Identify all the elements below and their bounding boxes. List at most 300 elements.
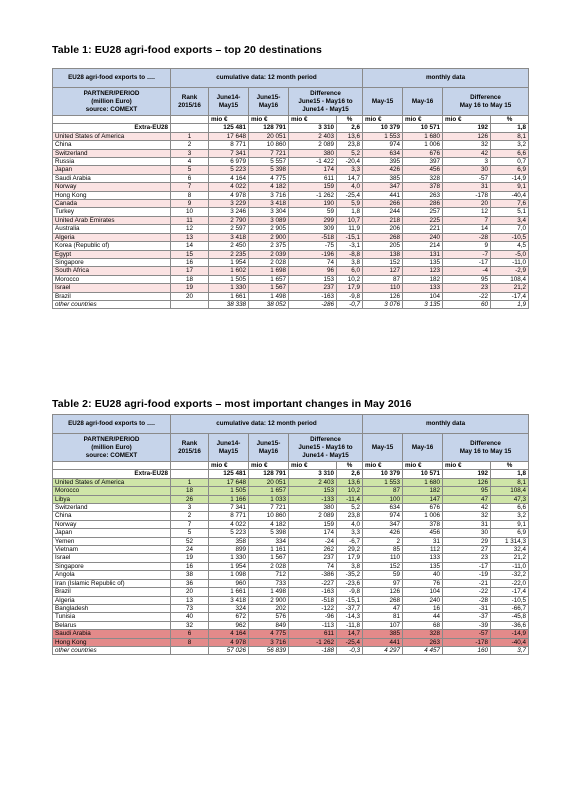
- country-value: 974: [363, 141, 403, 149]
- country-value: 2 028: [249, 258, 289, 266]
- country-value: 9: [443, 242, 491, 250]
- header-row-units: [53, 462, 529, 470]
- country-value: 6,6: [491, 149, 529, 157]
- country-name: Libya: [53, 495, 171, 503]
- country-value: 3 304: [249, 208, 289, 216]
- country-value: 4 978: [209, 191, 249, 199]
- country-value: 76: [403, 579, 443, 587]
- country-value: 1 330: [209, 284, 249, 292]
- country-value: 206: [363, 225, 403, 233]
- country-value: -11,8: [337, 621, 363, 629]
- country-rank: 20: [171, 292, 209, 300]
- country-value: 23,8: [337, 512, 363, 520]
- unit-label: %: [491, 462, 529, 470]
- country-value: 237: [289, 284, 337, 292]
- country-value: -8,8: [337, 250, 363, 258]
- country-value: 138: [363, 250, 403, 258]
- country-value: 262: [289, 546, 337, 554]
- country-value: 104: [403, 292, 443, 300]
- country-name: Saudi Arabia: [53, 630, 171, 638]
- country-value: 257: [403, 208, 443, 216]
- unit-label: mio €: [403, 462, 443, 470]
- country-value: -28: [443, 596, 491, 604]
- other-countries-value: 4 457: [403, 646, 443, 654]
- country-value: 4 164: [209, 174, 249, 182]
- total-value: 2,6: [337, 470, 363, 478]
- country-value: 2 089: [289, 141, 337, 149]
- country-value: 4 182: [249, 183, 289, 191]
- country-value: -122: [289, 604, 337, 612]
- country-value: -57: [443, 174, 491, 182]
- header-monthly-group: monthly data: [363, 415, 529, 434]
- country-value: 733: [249, 579, 289, 587]
- country-value: 1 498: [249, 588, 289, 596]
- country-value: 5,2: [337, 149, 363, 157]
- country-rank: 24: [171, 546, 209, 554]
- country-value: 3,8: [337, 562, 363, 570]
- country-value: 152: [363, 258, 403, 266]
- country-value: 59: [363, 571, 403, 579]
- country-value: 8,1: [491, 478, 529, 486]
- country-value: 7 341: [209, 149, 249, 157]
- country-value: 244: [363, 208, 403, 216]
- country-value: -23,6: [337, 579, 363, 587]
- country-value: 378: [403, 183, 443, 191]
- country-value: 5 223: [209, 166, 249, 174]
- country-value: 85: [363, 546, 403, 554]
- country-name: Brazil: [53, 588, 171, 596]
- header-row-columns: [53, 434, 529, 462]
- units-blank: [53, 462, 171, 470]
- header-cumulative-group: cumulative data: 12 month period: [171, 415, 363, 434]
- country-value: 634: [363, 149, 403, 157]
- country-value: 2 028: [249, 562, 289, 570]
- country-rank: 73: [171, 604, 209, 612]
- country-value: -518: [289, 233, 337, 241]
- country-value: -11,4: [337, 495, 363, 503]
- country-rank: 12: [171, 225, 209, 233]
- country-value: -57: [443, 630, 491, 638]
- country-value: 31: [443, 520, 491, 528]
- country-rank: 38: [171, 571, 209, 579]
- country-rank: 32: [171, 621, 209, 629]
- country-value: 10,2: [337, 487, 363, 495]
- country-value: -1 422: [289, 158, 337, 166]
- country-value: 147: [403, 495, 443, 503]
- total-value: 3 310: [289, 470, 337, 478]
- table-row: [53, 621, 529, 629]
- country-value: -22: [443, 292, 491, 300]
- country-value: 4,5: [491, 242, 529, 250]
- country-name: China: [53, 141, 171, 149]
- country-value: 123: [403, 267, 443, 275]
- unit-label: mio €: [249, 462, 289, 470]
- country-value: 3 246: [209, 208, 249, 216]
- country-value: 95: [443, 487, 491, 495]
- other-countries-rank: [171, 646, 209, 654]
- country-value: 6,0: [337, 267, 363, 275]
- country-value: -6,7: [337, 537, 363, 545]
- country-value: 8,1: [491, 132, 529, 140]
- country-name: Belarus: [53, 621, 171, 629]
- country-rank: 13: [171, 233, 209, 241]
- other-countries-value: 3,7: [491, 646, 529, 654]
- country-value: 4,0: [337, 520, 363, 528]
- country-value: 347: [363, 520, 403, 528]
- country-value: 611: [289, 630, 337, 638]
- table-row: [53, 208, 529, 216]
- table-row: [53, 604, 529, 612]
- table-row: [53, 495, 529, 503]
- country-value: -3,1: [337, 242, 363, 250]
- country-value: -518: [289, 596, 337, 604]
- country-value: -14,9: [491, 630, 529, 638]
- country-value: 174: [289, 529, 337, 537]
- country-value: 1 505: [209, 487, 249, 495]
- total-value: 125 481: [209, 470, 249, 478]
- country-value: 1 657: [249, 487, 289, 495]
- country-value: 263: [403, 191, 443, 199]
- country-value: 7 721: [249, 149, 289, 157]
- country-value: 40: [403, 571, 443, 579]
- country-rank: 52: [171, 537, 209, 545]
- table-row: [53, 588, 529, 596]
- header-may16: May-16: [403, 88, 443, 116]
- country-name: Bangladesh: [53, 604, 171, 612]
- country-value: 4 022: [209, 520, 249, 528]
- other-countries-value: 38 338: [209, 300, 249, 308]
- table-row: [53, 191, 529, 199]
- country-value: -1 262: [289, 191, 337, 199]
- country-value: 95: [443, 275, 491, 283]
- country-value: 299: [289, 216, 337, 224]
- country-value: -133: [289, 495, 337, 503]
- country-rank: 7: [171, 520, 209, 528]
- country-value: -4: [443, 267, 491, 275]
- other-countries-value: 56 839: [249, 646, 289, 654]
- country-value: 97: [363, 579, 403, 587]
- country-value: -113: [289, 621, 337, 629]
- other-countries-value: -0,7: [337, 300, 363, 308]
- country-value: 676: [403, 149, 443, 157]
- country-value: 385: [363, 630, 403, 638]
- country-rank: 16: [171, 562, 209, 570]
- country-value: 334: [249, 537, 289, 545]
- country-value: 87: [363, 275, 403, 283]
- country-value: 676: [403, 504, 443, 512]
- country-value: 2 039: [249, 250, 289, 258]
- country-value: 3,3: [337, 529, 363, 537]
- country-rank: 13: [171, 596, 209, 604]
- header-partner: PARTNER/PERIOD (million Euro) source: COMEXT: [53, 88, 171, 116]
- country-value: 8 771: [209, 512, 249, 520]
- total-value: 125 481: [209, 124, 249, 132]
- country-value: 2 089: [289, 512, 337, 520]
- country-value: 2 597: [209, 225, 249, 233]
- country-value: 974: [363, 512, 403, 520]
- country-rank: 19: [171, 554, 209, 562]
- country-value: 380: [289, 149, 337, 157]
- country-value: 237: [289, 554, 337, 562]
- country-value: 286: [403, 200, 443, 208]
- country-value: 7,0: [491, 225, 529, 233]
- other-countries-value: 60: [443, 300, 491, 308]
- table-row: [53, 233, 529, 241]
- other-countries-row: [53, 300, 529, 308]
- country-value: 7,6: [491, 200, 529, 208]
- country-value: 2 403: [289, 132, 337, 140]
- country-name: Morocco: [53, 275, 171, 283]
- country-name: Singapore: [53, 562, 171, 570]
- country-value: 44: [403, 613, 443, 621]
- table-row: [53, 554, 529, 562]
- country-rank: 7: [171, 183, 209, 191]
- country-value: 47,3: [491, 495, 529, 503]
- country-value: 441: [363, 638, 403, 646]
- total-value: 10 379: [363, 470, 403, 478]
- country-value: 5 557: [249, 158, 289, 166]
- table-row: [53, 630, 529, 638]
- country-value: -17: [443, 258, 491, 266]
- country-value: 3 418: [209, 233, 249, 241]
- other-countries-name: other countries: [53, 300, 171, 308]
- country-value: 42: [443, 504, 491, 512]
- country-value: -45,8: [491, 613, 529, 621]
- country-value: 1 006: [403, 512, 443, 520]
- country-value: 3,2: [491, 141, 529, 149]
- header-difference-cumulative: Difference June15 - May16 to June14 - May15: [289, 88, 363, 116]
- table-row: [53, 487, 529, 495]
- country-value: 2 450: [209, 242, 249, 250]
- country-value: 74: [289, 562, 337, 570]
- country-value: 2 790: [209, 216, 249, 224]
- country-name: Switzerland: [53, 504, 171, 512]
- country-value: 3,4: [491, 216, 529, 224]
- country-rank: 17: [171, 267, 209, 275]
- country-value: -17: [443, 562, 491, 570]
- country-value: 6,9: [491, 166, 529, 174]
- country-value: 1 505: [209, 275, 249, 283]
- country-value: 1 553: [363, 478, 403, 486]
- country-value: 1 006: [403, 141, 443, 149]
- country-name: United Arab Emirates: [53, 216, 171, 224]
- total-value: 192: [443, 124, 491, 132]
- country-value: -15,1: [337, 233, 363, 241]
- country-name: Vietnam: [53, 546, 171, 554]
- country-value: 456: [403, 166, 443, 174]
- country-value: -15,1: [337, 596, 363, 604]
- total-name: Extra-EU28: [53, 470, 171, 478]
- other-countries-value: 3 135: [403, 300, 443, 308]
- country-value: 1 567: [249, 284, 289, 292]
- country-name: Yemen: [53, 537, 171, 545]
- country-rank: 5: [171, 529, 209, 537]
- country-value: 59: [289, 208, 337, 216]
- country-rank: 1: [171, 132, 209, 140]
- country-value: 17 648: [209, 478, 249, 486]
- country-name: Japan: [53, 529, 171, 537]
- total-value: 10 571: [403, 470, 443, 478]
- header-rank: Rank 2015/16: [171, 88, 209, 116]
- country-value: -17,4: [491, 588, 529, 596]
- country-value: 1 166: [209, 495, 249, 503]
- country-value: 899: [209, 546, 249, 554]
- header-june15-may16: June15- May16: [249, 88, 289, 116]
- country-value: 23,8: [337, 141, 363, 149]
- country-rank: 18: [171, 487, 209, 495]
- country-value: 3,8: [337, 258, 363, 266]
- country-value: 347: [363, 183, 403, 191]
- country-value: 7 341: [209, 504, 249, 512]
- table-row: [53, 520, 529, 528]
- table-row: [53, 158, 529, 166]
- country-value: 2: [363, 537, 403, 545]
- country-value: 14,7: [337, 174, 363, 182]
- country-rank: 14: [171, 242, 209, 250]
- country-value: 3 418: [209, 596, 249, 604]
- unit-label: %: [491, 116, 529, 124]
- table-row: [53, 529, 529, 537]
- total-value: 128 791: [249, 470, 289, 478]
- country-name: Russia: [53, 158, 171, 166]
- table-row: [53, 546, 529, 554]
- unit-label: mio €: [363, 462, 403, 470]
- country-value: 576: [249, 613, 289, 621]
- country-value: 960: [209, 579, 249, 587]
- country-value: -36,6: [491, 621, 529, 629]
- country-value: 672: [209, 613, 249, 621]
- country-value: 110: [363, 284, 403, 292]
- country-value: -5,0: [491, 250, 529, 258]
- table-row: [53, 166, 529, 174]
- header-top-left: EU28 agri-food exports to ….: [53, 415, 171, 434]
- unit-label: mio €: [249, 116, 289, 124]
- country-value: 1 661: [209, 588, 249, 596]
- header-may15: May-15: [363, 88, 403, 116]
- country-value: 266: [363, 200, 403, 208]
- country-value: 159: [289, 520, 337, 528]
- country-value: 1 661: [209, 292, 249, 300]
- country-value: -28: [443, 233, 491, 241]
- country-value: 126: [363, 292, 403, 300]
- total-value: 10 379: [363, 124, 403, 132]
- total-rank: [171, 470, 209, 478]
- header-may16: May-16: [403, 434, 443, 462]
- country-value: -14,3: [337, 613, 363, 621]
- country-value: -22: [443, 588, 491, 596]
- header-difference-monthly: Difference May 16 to May 15: [443, 434, 529, 462]
- country-value: 634: [363, 504, 403, 512]
- country-value: 23: [443, 284, 491, 292]
- country-value: 126: [443, 132, 491, 140]
- country-value: 10,2: [337, 275, 363, 283]
- country-value: -9,8: [337, 588, 363, 596]
- country-value: 31: [443, 183, 491, 191]
- country-value: 426: [363, 529, 403, 537]
- other-countries-row: [53, 646, 529, 654]
- country-value: 456: [403, 529, 443, 537]
- country-value: 712: [249, 571, 289, 579]
- country-value: 12: [443, 208, 491, 216]
- country-value: 1,8: [337, 208, 363, 216]
- header-top-left: EU28 agri-food exports to ….: [53, 69, 171, 88]
- country-value: 263: [403, 638, 443, 646]
- table-row: [53, 141, 529, 149]
- country-value: 30: [443, 166, 491, 174]
- country-value: 214: [403, 242, 443, 250]
- country-value: -66,7: [491, 604, 529, 612]
- country-value: 1 954: [209, 258, 249, 266]
- country-value: 20: [443, 200, 491, 208]
- country-value: 17 648: [209, 132, 249, 140]
- country-value: 328: [403, 174, 443, 182]
- other-countries-value: 1,9: [491, 300, 529, 308]
- country-value: 397: [403, 158, 443, 166]
- country-value: -386: [289, 571, 337, 579]
- country-value: 225: [403, 216, 443, 224]
- country-name: Norway: [53, 183, 171, 191]
- header-partner: PARTNER/PERIOD (million Euro) source: COMEXT: [53, 434, 171, 462]
- country-rank: 3: [171, 504, 209, 512]
- country-rank: 10: [171, 208, 209, 216]
- country-value: 240: [403, 596, 443, 604]
- country-value: 1 602: [209, 267, 249, 275]
- country-value: 68: [403, 621, 443, 629]
- table-row: [53, 478, 529, 486]
- table-row: [53, 275, 529, 283]
- country-value: -1 262: [289, 638, 337, 646]
- country-name: South Africa: [53, 267, 171, 275]
- country-name: Hong Kong: [53, 638, 171, 646]
- country-value: 4 022: [209, 183, 249, 191]
- country-value: 2 235: [209, 250, 249, 258]
- country-value: 7: [443, 216, 491, 224]
- country-name: Hong Kong: [53, 191, 171, 199]
- country-value: 112: [403, 546, 443, 554]
- country-value: 1 033: [249, 495, 289, 503]
- country-name: United States of America: [53, 478, 171, 486]
- country-value: 126: [363, 588, 403, 596]
- country-value: 1 680: [403, 132, 443, 140]
- country-name: Morocco: [53, 487, 171, 495]
- country-value: 14,7: [337, 630, 363, 638]
- country-value: 309: [289, 225, 337, 233]
- table-row: [53, 579, 529, 587]
- total-value: 128 791: [249, 124, 289, 132]
- country-value: 4 164: [209, 630, 249, 638]
- country-value: -35,2: [337, 571, 363, 579]
- total-value: 2,6: [337, 124, 363, 132]
- table-row: [53, 571, 529, 579]
- country-rank: 6: [171, 630, 209, 638]
- country-value: 268: [363, 233, 403, 241]
- country-value: -40,4: [491, 191, 529, 199]
- country-value: -37: [443, 613, 491, 621]
- country-value: 190: [289, 200, 337, 208]
- country-name: Singapore: [53, 258, 171, 266]
- country-name: Algeria: [53, 596, 171, 604]
- country-value: 182: [403, 487, 443, 495]
- header-row-groups: [53, 69, 529, 88]
- country-value: 104: [403, 588, 443, 596]
- country-value: 182: [403, 275, 443, 283]
- country-value: 126: [443, 478, 491, 486]
- country-value: 81: [363, 613, 403, 621]
- table-row: [53, 132, 529, 140]
- country-value: 240: [403, 233, 443, 241]
- table-row: [53, 537, 529, 545]
- total-name: Extra-EU28: [53, 124, 171, 132]
